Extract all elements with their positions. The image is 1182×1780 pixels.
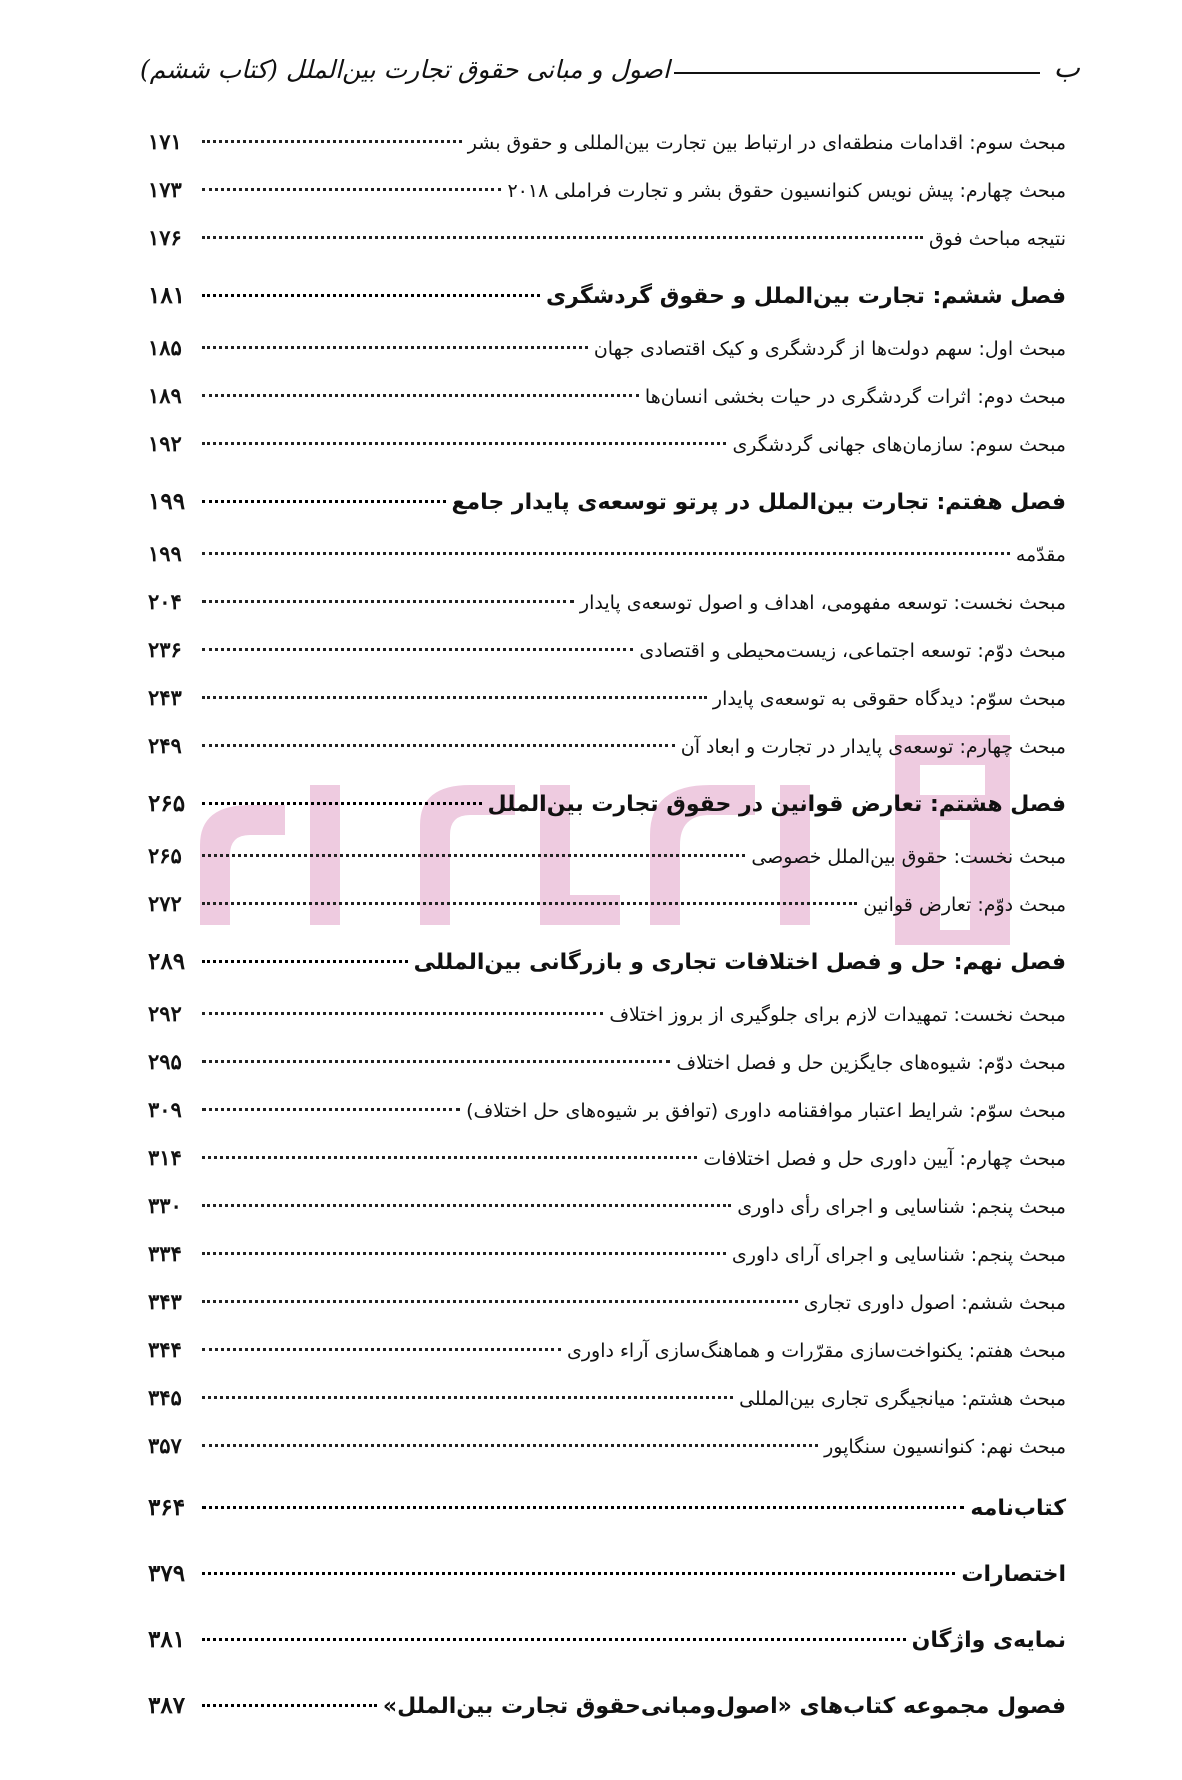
dot-leader bbox=[202, 1204, 731, 1207]
toc-page-number: ۲۴۹ bbox=[148, 733, 182, 758]
dot-leader bbox=[202, 1252, 726, 1255]
dot-leader bbox=[202, 1012, 603, 1015]
toc-chapter-row bbox=[148, 1612, 1066, 1668]
toc-section-row bbox=[148, 530, 1066, 578]
toc-section-row bbox=[148, 118, 1066, 166]
toc-section-row bbox=[148, 990, 1066, 1038]
toc-page-number: ۳۵۷ bbox=[148, 1433, 182, 1458]
toc-page-number: ۲۳۶ bbox=[148, 637, 182, 662]
header-rule bbox=[674, 72, 1040, 74]
toc-page-number: ۲۸۹ bbox=[148, 948, 186, 975]
toc-section-row bbox=[148, 1038, 1066, 1086]
dot-leader bbox=[202, 346, 588, 349]
dot-leader bbox=[202, 294, 540, 297]
dot-leader bbox=[202, 744, 675, 747]
toc-entry-title: مقدّمه bbox=[1015, 544, 1066, 566]
dot-leader bbox=[202, 802, 482, 805]
toc-page-number: ۲۶۵ bbox=[148, 843, 182, 868]
toc-entry-title: مبحث چهارم: توسعه‌ی پایدار در تجارت و ابعاد آن bbox=[680, 736, 1066, 758]
toc-entry-title: مبحث نهم: کنوانسیون سنگاپور bbox=[824, 1436, 1066, 1458]
toc-page-number: ۳۴۳ bbox=[148, 1289, 182, 1314]
toc-chapter-row bbox=[148, 474, 1066, 530]
toc-page-number: ۱۸۵ bbox=[148, 335, 182, 360]
toc-chapter-row bbox=[148, 1546, 1066, 1602]
toc-section-row bbox=[148, 626, 1066, 674]
toc-page-number: ۳۸۷ bbox=[148, 1692, 186, 1719]
dot-leader bbox=[202, 696, 707, 699]
toc-entry-title: مبحث دوم: اثرات گردشگری در حیات بخشی انسان‌ها bbox=[644, 386, 1066, 408]
dot-leader bbox=[202, 442, 726, 445]
toc-page-number: ۳۶۴ bbox=[148, 1494, 186, 1521]
dot-leader bbox=[202, 1156, 697, 1159]
toc-section-row bbox=[148, 1182, 1066, 1230]
dot-leader bbox=[202, 236, 923, 239]
dot-leader bbox=[202, 1300, 798, 1303]
toc-section-row bbox=[148, 578, 1066, 626]
toc-page-number: ۱۸۹ bbox=[148, 383, 182, 408]
dot-leader bbox=[202, 1638, 906, 1641]
dot-leader bbox=[202, 1444, 818, 1447]
dot-leader bbox=[202, 394, 639, 397]
toc-page-number: ۲۰۴ bbox=[148, 589, 182, 614]
toc-entry-title: مبحث نخست: تمهیدات لازم برای جلوگیری از بروز اختلاف bbox=[609, 1004, 1066, 1026]
toc-section-row bbox=[148, 324, 1066, 372]
toc-page-number: ۱۹۹ bbox=[148, 488, 186, 515]
toc-section-row bbox=[148, 1422, 1066, 1470]
toc-page-number: ۱۹۹ bbox=[148, 541, 182, 566]
toc-entry-title: فصل هشتم: تعارض قوانین در حقوق تجارت بین‌الملل bbox=[487, 792, 1066, 817]
dot-leader bbox=[202, 648, 633, 651]
toc-section-row bbox=[148, 214, 1066, 262]
toc-page-number: ۲۹۵ bbox=[148, 1049, 182, 1074]
toc-page-number: ۲۴۳ bbox=[148, 685, 182, 710]
toc-page-number: ۳۳۰ bbox=[148, 1193, 182, 1218]
toc-section-row bbox=[148, 674, 1066, 722]
toc-chapter-row bbox=[148, 1678, 1066, 1734]
dot-leader bbox=[202, 140, 462, 143]
dot-leader bbox=[202, 1572, 955, 1575]
toc-entry-title: مبحث سوّم: شرایط اعتبار موافقنامه داوری (توافق بر شیوه‌های حل اختلاف) bbox=[466, 1100, 1066, 1122]
dot-leader bbox=[202, 1506, 964, 1509]
table-of-contents bbox=[148, 118, 1066, 1734]
toc-page-number: ۳۸۱ bbox=[148, 1626, 186, 1653]
toc-page-number: ۱۸۱ bbox=[148, 282, 186, 309]
toc-section-row bbox=[148, 880, 1066, 928]
toc-section-row bbox=[148, 722, 1066, 770]
dot-leader bbox=[202, 1396, 733, 1399]
toc-entry-title: فصل نهم: حل و فصل اختلافات تجاری و بازرگانی بین‌المللی bbox=[413, 950, 1066, 975]
toc-section-row bbox=[148, 1230, 1066, 1278]
toc-entry-title: مبحث دوّم: شیوه‌های جایگزین حل و فصل اختلاف bbox=[676, 1052, 1066, 1074]
toc-page-number: ۱۷۳ bbox=[148, 177, 182, 202]
toc-page-number: ۳۴۵ bbox=[148, 1385, 182, 1410]
dot-leader bbox=[202, 960, 408, 963]
toc-entry-title: فصل هفتم: تجارت بین‌الملل در پرتو توسعه‌ی پایدار جامع bbox=[451, 490, 1066, 515]
toc-chapter-row bbox=[148, 934, 1066, 990]
toc-entry-title: مبحث دوّم: توسعه اجتماعی، زیست‌محیطی و اقتصادی bbox=[639, 640, 1066, 662]
dot-leader bbox=[202, 1704, 377, 1707]
toc-entry-title: نمایه‌ی واژگان bbox=[911, 1628, 1066, 1653]
toc-page-number: ۳۰۹ bbox=[148, 1097, 182, 1122]
toc-page-number: ۱۷۶ bbox=[148, 225, 182, 250]
toc-section-row bbox=[148, 372, 1066, 420]
toc-page-number: ۱۹۲ bbox=[148, 431, 182, 456]
toc-entry-title: مبحث چهارم: پیش نویس کنوانسیون حقوق بشر و تجارت فراملی ۲۰۱۸ bbox=[507, 180, 1066, 202]
dot-leader bbox=[202, 1108, 460, 1111]
dot-leader bbox=[202, 552, 1010, 555]
dot-leader bbox=[202, 188, 501, 191]
toc-page-number: ۲۷۲ bbox=[148, 891, 182, 916]
toc-chapter-row bbox=[148, 1480, 1066, 1536]
toc-entry-title: مبحث چهارم: آیین داوری حل و فصل اختلافات bbox=[703, 1148, 1066, 1170]
toc-entry-title: مبحث پنجم: شناسایی و اجرای رأی داوری bbox=[737, 1196, 1066, 1218]
dot-leader bbox=[202, 1060, 670, 1063]
toc-entry-title: مبحث نخست: حقوق بین‌الملل خصوصی bbox=[751, 846, 1066, 868]
toc-entry-title: اختصارات bbox=[961, 1562, 1066, 1587]
dot-leader bbox=[202, 500, 446, 503]
toc-section-row bbox=[148, 1326, 1066, 1374]
toc-page-number: ۲۹۲ bbox=[148, 1001, 182, 1026]
running-title: اصول و مبانی حقوق تجارت بین‌الملل (کتاب ششم) bbox=[140, 55, 670, 84]
toc-section-row bbox=[148, 1086, 1066, 1134]
toc-section-row bbox=[148, 832, 1066, 880]
toc-page-number: ۱۷۱ bbox=[148, 129, 182, 154]
dot-leader bbox=[202, 854, 745, 857]
toc-entry-title: مبحث پنجم: شناسایی و اجرای آرای داوری bbox=[731, 1244, 1066, 1266]
dot-leader bbox=[202, 902, 857, 905]
toc-chapter-row bbox=[148, 268, 1066, 324]
toc-page-number: ۳۴۴ bbox=[148, 1337, 182, 1362]
page-letter: ب bbox=[1053, 51, 1080, 84]
toc-page-number: ۳۳۴ bbox=[148, 1241, 182, 1266]
toc-entry-title: مبحث اول: سهم دولت‌ها از گردشگری و کیک اقتصادی جهان bbox=[593, 338, 1066, 360]
toc-chapter-row bbox=[148, 776, 1066, 832]
dot-leader bbox=[202, 1348, 561, 1351]
toc-entry-title: کتاب‌نامه bbox=[970, 1496, 1066, 1521]
toc-entry-title: مبحث هفتم: یکنواخت‌سازی مقرّرات و هماهنگ‌سازی آراء داوری bbox=[566, 1340, 1066, 1362]
toc-entry-title: مبحث سوّم: دیدگاه حقوقی به توسعه‌ی پایدار bbox=[712, 688, 1066, 710]
dot-leader bbox=[202, 600, 574, 603]
toc-entry-title: مبحث سوم: اقدامات منطقه‌ای در ارتباط بین تجارت بین‌المللی و حقوق بشر bbox=[467, 132, 1066, 154]
toc-section-row bbox=[148, 166, 1066, 214]
toc-section-row bbox=[148, 420, 1066, 468]
toc-section-row bbox=[148, 1278, 1066, 1326]
toc-section-row bbox=[148, 1374, 1066, 1422]
toc-entry-title: فصل ششم: تجارت بین‌الملل و حقوق گردشگری bbox=[546, 284, 1066, 309]
toc-entry-title: فصول مجموعه کتاب‌های «اصول‌ومبانی‌حقوق تجارت بین‌الملل» bbox=[382, 1694, 1066, 1719]
toc-page-number: ۲۶۵ bbox=[148, 790, 186, 817]
page-header bbox=[140, 38, 1080, 82]
toc-entry-title: نتیجه مباحث فوق bbox=[928, 228, 1066, 250]
toc-entry-title: مبحث دوّم: تعارض قوانین bbox=[863, 894, 1066, 916]
toc-entry-title: مبحث ششم: اصول داوری تجاری bbox=[803, 1292, 1066, 1314]
toc-page-number: ۳۱۴ bbox=[148, 1145, 182, 1170]
toc-entry-title: مبحث نخست: توسعه مفهومی، اهداف و اصول توسعه‌ی پایدار bbox=[579, 592, 1066, 614]
toc-section-row bbox=[148, 1134, 1066, 1182]
toc-page-number: ۳۷۹ bbox=[148, 1560, 186, 1587]
toc-entry-title: مبحث سوم: سازمان‌های جهانی گردشگری bbox=[732, 434, 1066, 456]
toc-entry-title: مبحث هشتم: میانجیگری تجاری بین‌المللی bbox=[739, 1388, 1066, 1410]
